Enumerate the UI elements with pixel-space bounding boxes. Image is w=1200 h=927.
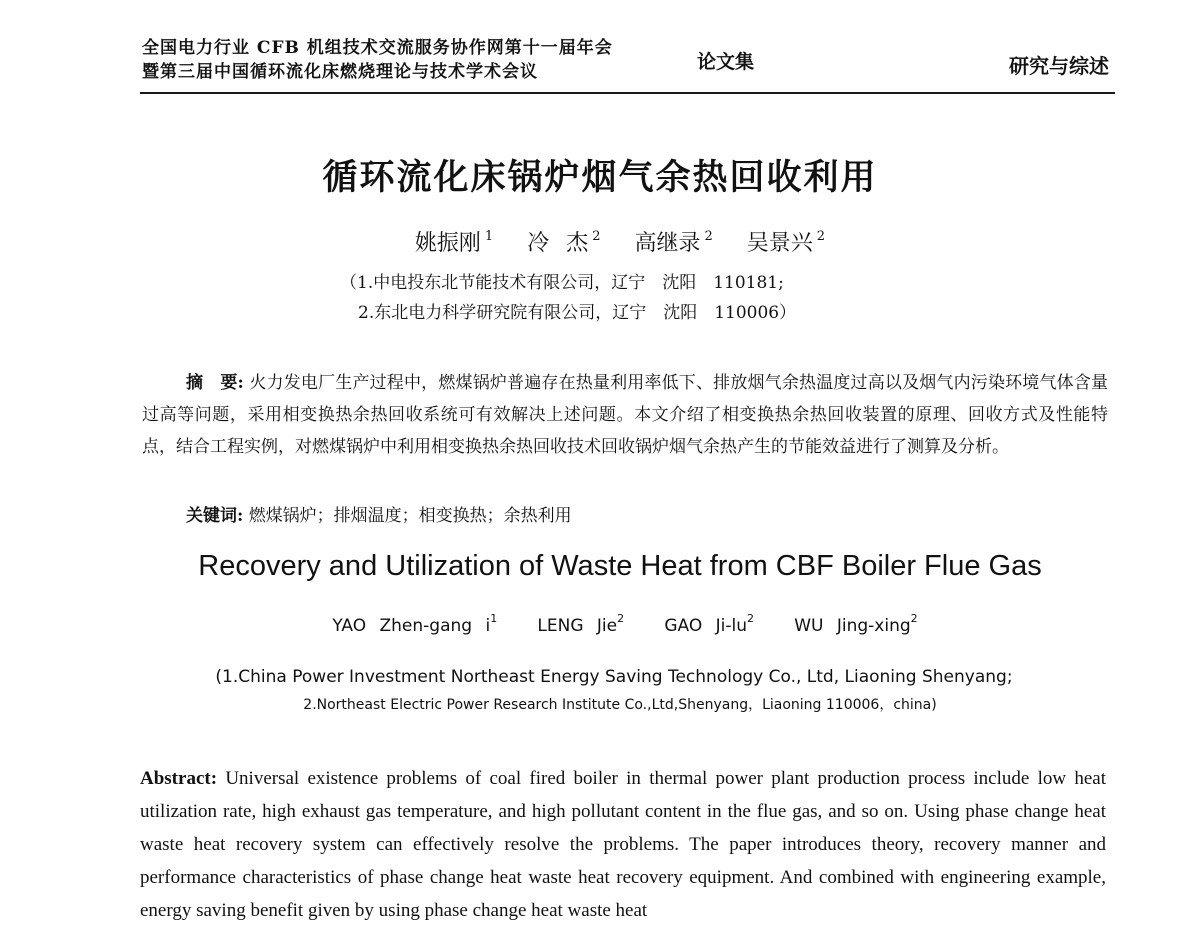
affiliation-en-1: (1.China Power Investment Northeast Energy Saving Technology Co., Ltd, Liaoning Shenyang;: [215, 667, 1013, 687]
conference-name: [142, 36, 613, 84]
keywords-cn-text: 燃煤锅炉；排烟温度；相变换热；余热利用: [248, 506, 572, 526]
abstract-en: [140, 762, 1106, 927]
abstract-cn-text: 火力发电厂生产过程中，燃煤锅炉普遍存在热量利用率低下、排放烟气余热温度过高以及烟气内污染环境气体含量过高等问题，采用相变换热余热回收系统可有效解决上述问题。本文介绍了相变换热余热回收装置的原理、回收方式及性能特点，结合工程实例，对燃煤锅炉中利用相变换热余热回收技术回收锅炉烟气余热产生的节能效益进行了测算及分析。: [142, 373, 1109, 457]
collection-label: 论文集: [697, 51, 755, 73]
affiliation-cn-1: （1.中电投东北节能技术有限公司，辽宁 沈阳 110181;: [340, 273, 784, 293]
author-en-4: WU Jing-xing$^2$: [794, 612, 918, 636]
conference-line-2: 暨第三届中国循环流化床燃烧理论与技术学术会议: [142, 62, 538, 82]
running-header: [140, 34, 1115, 94]
author-en-1: YAO Zhen-gang $i^1$: [332, 612, 498, 636]
section-label: 研究与综述: [1009, 54, 1109, 78]
paper-title-cn: 循环流化床锅炉烟气余热回收利用: [322, 158, 878, 198]
affiliations-cn: [340, 268, 796, 328]
paper-title-en: Recovery and Utilization of Waste Heat from CBF Boiler Flue Gas: [198, 550, 1042, 582]
affiliation-cn-2: 2.东北电力科学研究院有限公司，辽宁 沈阳 110006）: [358, 303, 797, 323]
author-cn-1: 姚振刚 $^1$: [414, 229, 494, 256]
author-en-3: GAO $Ji-lu^2$: [664, 612, 754, 636]
keywords-cn-label: 关键词:: [186, 506, 244, 526]
affiliation-en-2: 2.Northeast Electric Power Research Institute Co.,Ltd,Shenyang，Liaoning 110006，china): [303, 697, 937, 713]
author-cn-4: 吴景兴 $^2$: [746, 229, 826, 256]
keywords-cn: [186, 501, 572, 526]
conference-line-1: 全国电力行业 CFB 机组技术交流服务协作网第十一届年会: [142, 38, 613, 58]
author-en-2: LENG Jie$^2$: [537, 612, 625, 636]
abstract-cn-label: 摘 要:: [186, 373, 244, 393]
author-cn-3: 高继录 $^2$: [634, 229, 713, 256]
abstract-en-text: Universal existence problems of coal fired boiler in thermal power plant production process include low heat utilization rate, high exhaust gas temperature, and high pollutant content in the flue gas, and so on. Using phase change heat waste heat recovery system can effectively resolve the problems. The paper introduces theory, recovery manner and performance characteristics of phase change heat waste heat recovery equipment. And combined with engineering example, energy saving benefit given by using phase change heat waste heat: [140, 768, 1106, 921]
author-cn-2: 冷 杰 $^2$: [527, 229, 601, 256]
authors-en: [0, 612, 1200, 636]
abstract-en-label: Abstract:: [140, 768, 218, 789]
authors-cn: [0, 226, 1200, 257]
abstract-cn: [142, 367, 1108, 463]
